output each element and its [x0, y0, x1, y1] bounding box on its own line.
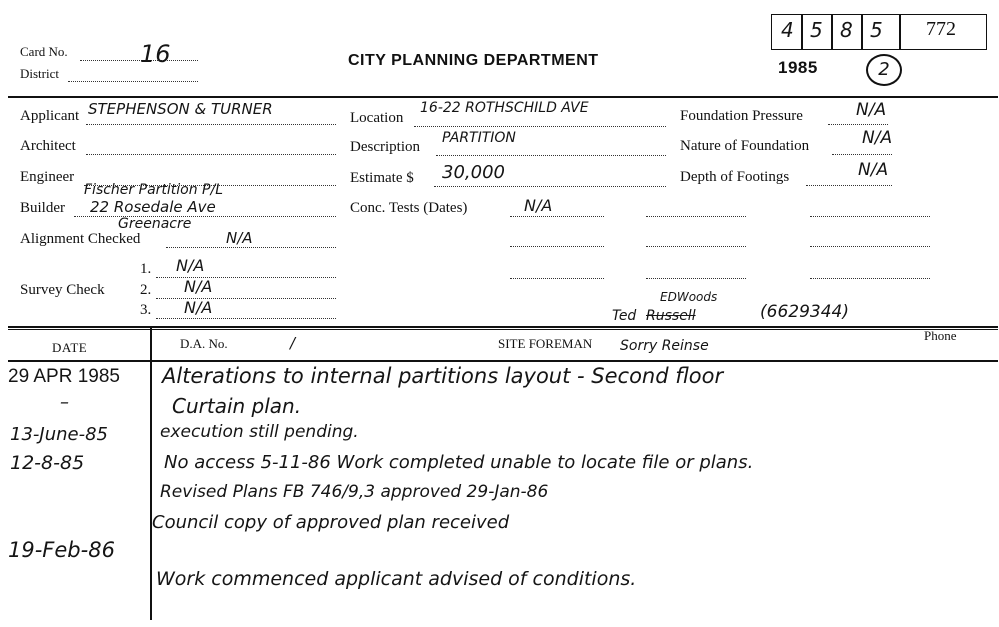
- log-text-1: Alterations to internal partitions layout - Second floor: [162, 364, 724, 388]
- log-date-4: 12-8-85: [10, 452, 85, 474]
- file-digit-4: 5: [870, 18, 883, 42]
- department-title: CITY PLANNING DEPARTMENT: [348, 52, 599, 69]
- log-text-3: execution still pending.: [160, 422, 359, 442]
- survey-1-dotted-line: [156, 277, 336, 278]
- survey-3-value: N/A: [184, 298, 213, 317]
- blank-dotted-line: [510, 216, 604, 217]
- nature-of-foundation-label: Nature of Foundation: [680, 138, 810, 154]
- file-number: 772: [926, 18, 956, 40]
- log-column-divider: [150, 328, 152, 620]
- year: 1985: [778, 58, 818, 77]
- foundation-pressure-dotted-line: [828, 124, 888, 125]
- blank-dotted-line: [510, 278, 604, 279]
- log-date-header: DATE: [52, 340, 88, 355]
- file-box-divider: [899, 14, 901, 50]
- log-date-7: 19-Feb-86: [8, 538, 115, 562]
- log-date-3: 13-June-85: [10, 424, 108, 445]
- architect-label: Architect: [20, 138, 76, 154]
- estimate-dotted-line: [434, 186, 666, 187]
- survey-3-dotted-line: [156, 318, 336, 319]
- survey-2-label: 2.: [140, 282, 152, 298]
- location-label: Location: [350, 110, 404, 126]
- builder-line-2: 22 Rosedale Ave: [90, 198, 216, 216]
- blank-dotted-line: [646, 216, 746, 217]
- log-date-2: –: [60, 392, 69, 413]
- description-dotted-line: [436, 155, 666, 156]
- depth-of-footings-label: Depth of Footings: [680, 169, 790, 185]
- card-no-value: 16: [140, 40, 171, 68]
- file-digit-1: 4: [781, 18, 794, 42]
- alignment-dotted-line: [166, 247, 336, 248]
- survey-3-label: 3.: [140, 302, 152, 318]
- contact-struck-name: Russell: [646, 308, 696, 324]
- description-value: PARTITION: [442, 130, 516, 146]
- contact-phone: (6629344): [760, 302, 849, 322]
- alignment-checked-value: N/A: [226, 229, 253, 247]
- site-foreman-label: SITE FOREMAN: [498, 336, 593, 351]
- builder-line-1: Fischer Partition P/L: [84, 182, 224, 198]
- builder-label: Builder: [20, 200, 65, 216]
- card-no-label: Card No.: [20, 44, 68, 59]
- applicant-label: Applicant: [20, 108, 80, 124]
- applicant-value: STEPHENSON & TURNER: [88, 100, 273, 118]
- phone-label: Phone: [924, 328, 957, 343]
- log-top-border: [8, 326, 998, 328]
- log-da-value: /: [290, 334, 296, 352]
- blank-dotted-line: [810, 246, 930, 247]
- circled-number: 2: [866, 54, 902, 86]
- contact-top-note: EDWoods: [660, 290, 718, 304]
- nature-of-foundation-value: N/A: [862, 128, 893, 148]
- file-box-divider: [831, 14, 833, 50]
- applicant-dotted-line: [86, 124, 336, 125]
- engineer-label: Engineer: [20, 169, 75, 185]
- header-border: [8, 96, 998, 98]
- log-da-label: D.A. No.: [180, 336, 228, 351]
- card-no-dotted-line: [80, 60, 198, 61]
- blank-dotted-line: [810, 278, 930, 279]
- blank-dotted-line: [646, 246, 746, 247]
- survey-2-value: N/A: [184, 277, 213, 296]
- depth-of-footings-dotted-line: [806, 185, 892, 186]
- conc-tests-value: N/A: [524, 196, 553, 215]
- file-digit-3: 8: [840, 18, 853, 42]
- builder-line-3: Greenacre: [118, 216, 192, 232]
- foundation-pressure-value: N/A: [856, 100, 887, 120]
- log-header-border: [8, 360, 998, 362]
- log-text-2: Curtain plan.: [172, 394, 302, 418]
- depth-of-footings-value: N/A: [858, 160, 889, 180]
- file-box-divider: [801, 14, 803, 50]
- builder-dotted-line: [74, 216, 336, 217]
- architect-dotted-line: [86, 154, 336, 155]
- blank-dotted-line: [810, 216, 930, 217]
- contact-name: Ted: [612, 308, 637, 324]
- survey-2-dotted-line: [156, 298, 336, 299]
- survey-check-label: Survey Check: [20, 282, 105, 298]
- alignment-checked-label: Alignment Checked: [20, 231, 141, 247]
- conc-tests-label: Conc. Tests (Dates): [350, 200, 468, 216]
- log-text-8: Work commenced applicant advised of conditions.: [156, 568, 637, 590]
- blank-dotted-line: [646, 278, 746, 279]
- log-date-1: 29 APR 1985: [8, 366, 120, 387]
- survey-1-value: N/A: [176, 256, 205, 275]
- blank-dotted-line: [510, 246, 604, 247]
- survey-1-label: 1.: [140, 261, 152, 277]
- location-dotted-line: [414, 126, 666, 127]
- nature-of-foundation-dotted-line: [832, 154, 892, 155]
- file-box-divider: [861, 14, 863, 50]
- estimate-label: Estimate $: [350, 170, 414, 186]
- site-foreman-value: Sorry Reinse: [620, 338, 709, 354]
- log-text-6: Council copy of approved plan received: [152, 512, 510, 533]
- estimate-value: 30,000: [442, 162, 505, 183]
- log-text-4: No access 5-11-86 Work completed unable to locate file or plans.: [164, 452, 754, 473]
- district-dotted-line: [68, 81, 198, 82]
- location-value: 16-22 ROTHSCHILD AVE: [420, 100, 589, 116]
- log-text-5: Revised Plans FB 746/9,3 approved 29-Jan-86: [160, 482, 549, 502]
- foundation-pressure-label: Foundation Pressure: [680, 108, 803, 124]
- file-digit-2: 5: [810, 18, 823, 42]
- log-top-border-inner: [8, 329, 998, 330]
- description-label: Description: [350, 139, 420, 155]
- district-label: District: [20, 66, 59, 81]
